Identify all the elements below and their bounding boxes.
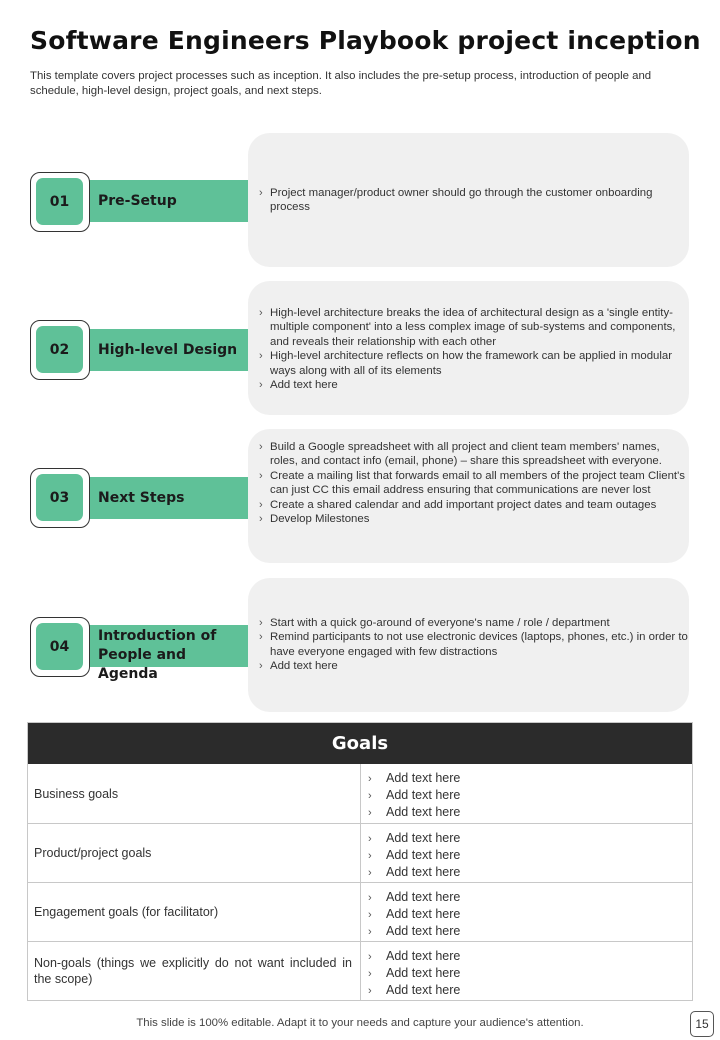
list-item: › Add text here bbox=[368, 983, 461, 997]
list-item: › Add text here bbox=[368, 848, 461, 862]
step-number: 02 bbox=[36, 326, 83, 373]
step-bullets bbox=[259, 306, 690, 392]
list-item: › Add text here bbox=[368, 788, 461, 802]
step-badge-frame bbox=[30, 468, 90, 528]
list-item: › Remind participants to not use electronic devices (laptops, phones, etc.) in order to have everyone engaged with few distractions bbox=[259, 631, 688, 658]
goal-items bbox=[361, 824, 692, 882]
list-item: › Develop Milestones bbox=[259, 513, 370, 526]
chevron-right-icon: › bbox=[259, 513, 263, 526]
list-item: › Add text here bbox=[368, 805, 461, 819]
step-number: 04 bbox=[36, 623, 83, 670]
table-row bbox=[28, 764, 692, 823]
step-high-level-design bbox=[30, 281, 690, 415]
chevron-right-icon: › bbox=[259, 379, 263, 392]
chevron-right-icon: › bbox=[368, 926, 372, 938]
page-number: 15 bbox=[690, 1011, 714, 1037]
step-next-steps bbox=[30, 429, 690, 563]
chevron-right-icon: › bbox=[259, 631, 263, 644]
chevron-right-icon: › bbox=[368, 850, 372, 862]
goal-label: Business goals bbox=[28, 764, 361, 823]
chevron-right-icon: › bbox=[368, 867, 372, 879]
chevron-right-icon: › bbox=[259, 187, 263, 199]
list-item: › Add text here bbox=[259, 379, 338, 392]
goals-heading: Goals bbox=[28, 723, 692, 764]
chevron-right-icon: › bbox=[259, 660, 263, 673]
step-badge-frame bbox=[30, 617, 90, 677]
step-badge-frame bbox=[30, 172, 90, 232]
step-pre-setup bbox=[30, 133, 690, 267]
goal-items bbox=[361, 764, 692, 823]
chevron-right-icon: › bbox=[368, 985, 372, 997]
list-item: › High-level architecture reflects on how the framework can be applied in modular ways along with all of its elements bbox=[259, 350, 673, 377]
step-label: High-level Design bbox=[98, 342, 238, 358]
goal-items bbox=[361, 942, 692, 1000]
list-item: › Add text here bbox=[368, 949, 461, 963]
chevron-right-icon: › bbox=[259, 350, 263, 363]
table-row bbox=[28, 941, 692, 1000]
table-row bbox=[28, 823, 692, 882]
list-item: › Create a mailing list that forwards email to all members of the project team Client's can just CC this email address ensuring that communications are never lost bbox=[259, 469, 685, 497]
list-item: › High-level architecture breaks the idea of architectural design as a 'single entity-multiple component' into a less complex image of sub-systems and components, and reveals their relationship with each other bbox=[259, 307, 676, 348]
chevron-right-icon: › bbox=[368, 951, 372, 963]
goal-label: Non-goals (things we explicitly do not want included in the scope) bbox=[28, 942, 361, 1000]
step-number: 01 bbox=[36, 178, 83, 225]
page-title: Software Engineers Playbook project inception bbox=[30, 26, 701, 55]
step-introduction-of-people-and-agenda bbox=[30, 578, 690, 712]
step-bullets bbox=[259, 440, 690, 526]
goal-items bbox=[361, 883, 692, 941]
goal-label: Engagement goals (for facilitator) bbox=[28, 883, 361, 941]
step-number: 03 bbox=[36, 474, 83, 521]
step-label: Introduction of People and Agenda bbox=[98, 628, 217, 682]
step-label: Pre-Setup bbox=[98, 193, 177, 209]
step-bullets bbox=[259, 616, 690, 674]
list-item: › Add text here bbox=[368, 771, 461, 785]
list-item: › Add text here bbox=[368, 907, 461, 921]
step-label: Next Steps bbox=[98, 490, 185, 506]
chevron-right-icon: › bbox=[368, 833, 372, 845]
step-badge-frame bbox=[30, 320, 90, 380]
chevron-right-icon: › bbox=[259, 617, 263, 629]
list-item: › Build a Google spreadsheet with all project and client team members' names, roles, and contact info (email, phone) – share this spreadsheet with everyone. bbox=[259, 441, 662, 468]
chevron-right-icon: › bbox=[259, 441, 263, 453]
list-item: › Add text here bbox=[368, 831, 461, 845]
list-item: › Add text here bbox=[368, 966, 461, 980]
list-item: › Add text here bbox=[368, 924, 461, 938]
chevron-right-icon: › bbox=[368, 909, 372, 921]
goal-label: Product/project goals bbox=[28, 824, 361, 882]
chevron-right-icon: › bbox=[368, 807, 372, 819]
footer-note: This slide is 100% editable. Adapt it to your needs and capture your audience's attention. bbox=[136, 1017, 584, 1029]
chevron-right-icon: › bbox=[368, 892, 372, 904]
list-item: › Project manager/product owner should go through the customer onboarding process bbox=[259, 187, 653, 214]
chevron-right-icon: › bbox=[368, 773, 372, 785]
goals-body bbox=[28, 764, 692, 1000]
list-item: › Create a shared calendar and add important project dates and team outages bbox=[259, 498, 657, 511]
list-item: › Add text here bbox=[368, 865, 461, 879]
chevron-right-icon: › bbox=[259, 498, 263, 511]
chevron-right-icon: › bbox=[368, 968, 372, 980]
list-item: › Add text here bbox=[368, 890, 461, 904]
list-item: › Add text here bbox=[259, 660, 338, 673]
chevron-right-icon: › bbox=[259, 307, 263, 319]
chevron-right-icon: › bbox=[368, 790, 372, 802]
step-bullets bbox=[259, 186, 690, 215]
list-item: › Start with a quick go-around of everyone's name / role / department bbox=[259, 617, 610, 629]
page-subtitle: This template covers project processes such as inception. It also includes the pre-setup process, introduction of people and schedule, high-level design, project goals, and next steps. bbox=[30, 70, 652, 97]
goals-table bbox=[27, 722, 693, 1001]
chevron-right-icon: › bbox=[259, 469, 263, 482]
table-row bbox=[28, 882, 692, 941]
